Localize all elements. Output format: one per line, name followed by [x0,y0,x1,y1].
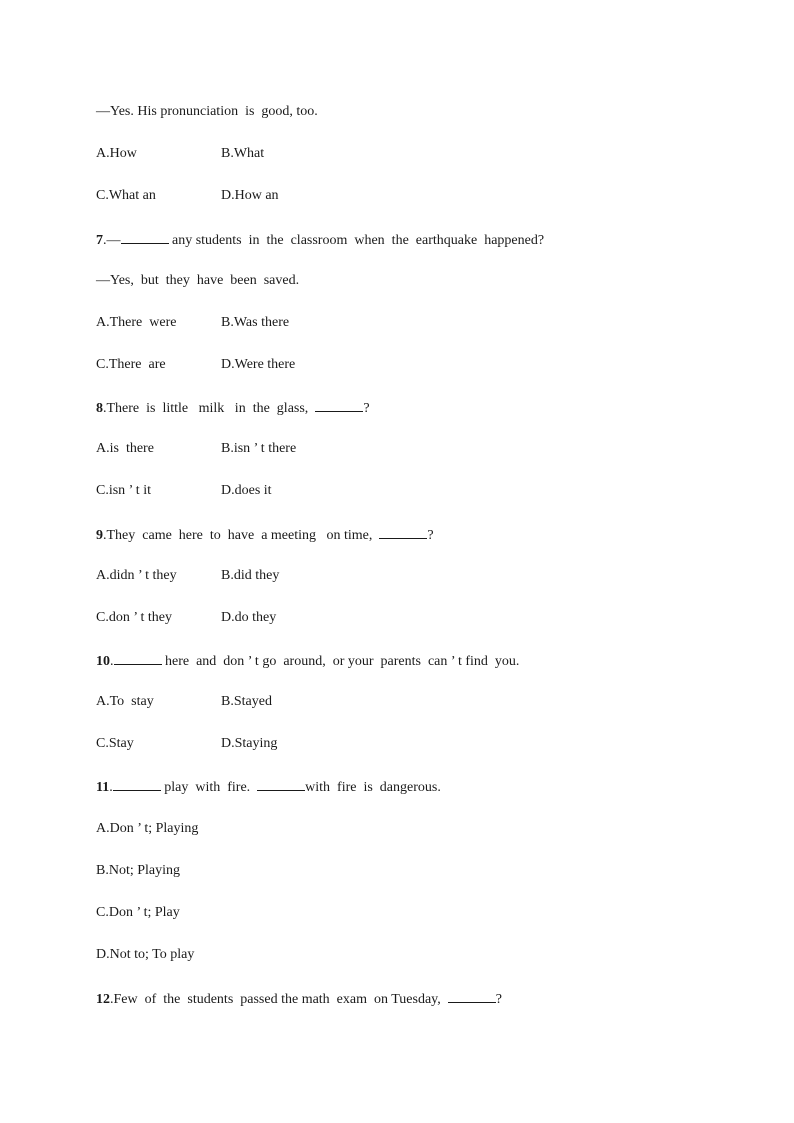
q8-option-d: D.does it [221,483,272,498]
q12-blank [448,990,496,1003]
q9-option-c: C.don ’ t they [96,610,172,625]
q9-option-a: A.didn ’ t they [96,568,177,583]
q11-stem-pre: . [109,780,113,795]
q6-answer-line: —Yes. His pronunciation is good, too. [96,104,318,119]
q11-option-c: C.Don ’ t; Play [96,905,180,920]
q8-option-b: B.isn ’ t there [221,441,297,456]
q10-blank [114,652,162,665]
q7-stem [96,231,544,249]
q8-stem [96,399,370,417]
q11-blank-2 [257,778,305,791]
q10-stem [96,652,519,670]
q11-blank-1 [113,778,161,791]
q8-blank [315,399,363,412]
q12-stem [96,990,502,1008]
q7-option-a: A.There were [96,315,177,330]
q11-option-d: D.Not to; To play [96,947,195,962]
q8-stem-pre: .There is little milk in the glass, [103,401,316,416]
q10-number: 10 [96,654,110,669]
q6-option-b: B.What [221,146,265,161]
q10-stem-post: here and don ’ t go around, or your parents can ’ t find you. [161,654,520,669]
q6-option-a: A.How [96,146,137,161]
q6-option-d: D.How an [221,188,279,203]
q7-stem-post: any students in the classroom when the earthquake happened? [168,233,545,248]
q7-stem-pre: .— [103,233,121,248]
q7-option-b: B.Was there [221,315,290,330]
q9-blank [379,526,427,539]
q11-stem-mid: play with fire. [160,780,258,795]
q9-stem [96,526,434,544]
q7-option-d: D.Were there [221,357,296,372]
q8-number: 8 [96,401,103,416]
q6-option-c: C.What an [96,188,156,203]
q8-option-a: A.is there [96,441,154,456]
q11-option-b: B.Not; Playing [96,863,181,878]
q10-stem-pre: . [110,654,114,669]
q7-answer-line: —Yes, but they have been saved. [96,273,300,288]
q9-stem-post: ? [427,528,434,543]
q7-number: 7 [96,233,103,248]
q9-option-d: D.do they [221,610,277,625]
q12-stem-pre: .Few of the students passed the math exam on Tuesday, [110,992,448,1007]
q11-number: 11 [96,780,110,795]
q7-option-c: C.There are [96,357,166,372]
q9-option-b: B.did they [221,568,280,583]
q7-blank [121,231,169,244]
q10-option-b: B.Stayed [221,694,272,709]
q10-option-d: D.Staying [221,736,278,751]
q8-stem-post: ? [363,401,370,416]
q11-stem-post: with fire is dangerous. [305,780,441,795]
q9-stem-pre: .They came here to have a meeting on time, [103,528,380,543]
q8-option-c: C.isn ’ t it [96,483,151,498]
q10-option-c: C.Stay [96,736,134,751]
q9-number: 9 [96,528,103,543]
q12-stem-post: ? [495,992,502,1007]
q10-option-a: A.To stay [96,694,154,709]
q11-stem [96,778,441,796]
q12-number: 12 [96,992,110,1007]
q11-option-a: A.Don ’ t; Playing [96,821,199,836]
